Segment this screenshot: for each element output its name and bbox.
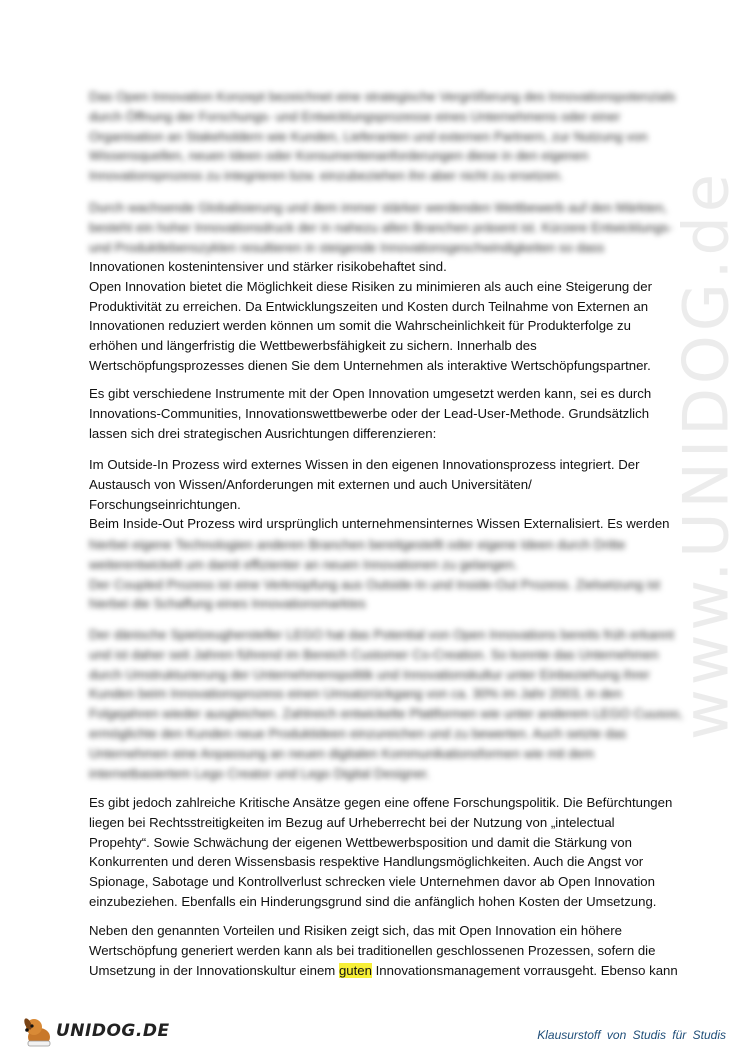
text-line: weiterentwickelt um damit effizienter an neuen Innovationen zu gelangen. [89, 556, 518, 572]
text-line: Propehty“. Sowie Schwächung der eigenen Wettbewerbsposition und damit die Stärkung von [89, 834, 632, 850]
footer-tagline: Klausurstoff von Studis für Studis [537, 1028, 726, 1042]
text-line: Innovations-Communities, Innovationswettbewerbe oder der Lead-User-Methode. Grundsätzlich [89, 405, 650, 421]
text-line: Wertschöpfungsprozesses dienen Sie dem Unternehmen als interaktive Wertschöpfungspartner. [89, 357, 651, 373]
paragraph-processes [89, 455, 679, 534]
text-line: Es gibt jedoch zahlreiche Kritische Ansätze gegen eine offene Forschungspolitik. Die Befürchtungen [89, 795, 673, 810]
text-line: Open Innovation bietet die Möglichkeit diese Risiken zu minimieren als auch eine Steigerung der [89, 278, 652, 294]
text-line: Konkurrenten und deren Wissensbasis respektive Handlungsmöglichkeiten. Auch die Angst vor [89, 854, 644, 870]
text-line: besteht ein hoher Innovationsdruck der in nahezu allen Branchen präsent ist. Kürzere Entwicklungs- [89, 219, 673, 235]
paragraph-globalization [89, 198, 679, 257]
text-line: ermöglichte den Kunden neue Produktideen einzureichen und zu bewerten. Auch setzte das [89, 725, 627, 741]
text-line: Innovationsprozess zu integrieren bzw. einzubeziehen ihn aber nicht zu ersetzen. [89, 168, 564, 184]
text-line: Im Outside-In Prozess wird externes Wissen in den eigenen Innovationsprozess integriert. Der [89, 457, 640, 472]
text-line: Beim Inside-Out Prozess wird ursprünglich unternehmensinternes Wissen Externalisiert. Es werden [89, 516, 670, 532]
text-line: Der dänische Spielzeughersteller LEGO hat das Potential von Open Innovations bereits früh erkannt [89, 627, 674, 642]
text-line: Wissensquellen, neuen Ideen oder Konsumentenanforderungen diese in den eigenen [89, 148, 589, 164]
text-line: und ist daher seit Jahren führend im Bereich Customer Co-Creation. So konnte das Unternehmen [89, 646, 659, 662]
text-line: erhöhen und längerfristig die Wettbewerbsfähigkeit zu sichern. Innerhalb des [89, 338, 537, 354]
highlighted-word: guten [338, 962, 372, 978]
text-after-highlight: Innovationsmanagement vorrausgeht. Ebenso kann [371, 962, 678, 978]
text-line: durch Öffnung der Forschungs- und Entwicklungsprozesse eines Unternehmens oder einer [89, 108, 621, 124]
text-line: Produktivität zu erreichen. Da Entwicklungszeiten und Kosten durch Teilnahme von Externen an [89, 298, 649, 314]
text-line: hierbei die Schaffung eines Innovationsmarktes [89, 596, 366, 612]
text-line: und Produktlebenszyklen resultieren in steigende Innovationsgeschwindigkeiten so dass [89, 239, 605, 255]
watermark: www.UNIDOG.de [669, 170, 743, 740]
text-line: Forschungseinrichtungen. [89, 496, 241, 512]
text-line: Innovationen kostenintensiver und stärker risikobehaftet sind. [89, 259, 447, 274]
text-before-highlight: Umsetzung in der Innovationskultur einem [89, 962, 339, 978]
text-line: Unternehmen eine Anpassung an neuen digitalen Kommunikationsformen wie mit dem [89, 745, 595, 761]
site-logo-text: UNIDOG.DE [56, 1021, 170, 1041]
text-line: Das Open Innovation Konzept bezeichnet eine strategische Vergrößerung des Innovationspotenzials [89, 89, 676, 104]
text-line: Neben den genannten Vorteilen und Risiken zeigt sich, das mit Open Innovation ein höhere [89, 923, 622, 938]
paragraph-criticism [89, 793, 679, 912]
text-line-highlighted [89, 961, 679, 981]
text-line: Der Coupled Prozess ist eine Verknüpfung aus Outside-In und Inside-Out Prozess. Zielsetzung ist [89, 576, 661, 592]
text-line: Wertschöpfung generiert werden kann als bei traditionellen geschlossenen Prozessen, sofern die [89, 942, 656, 958]
text-line: hierbei eigene Technologien anderen Branchen bereitgestellt oder eigene Ideen durch Dritte [89, 537, 626, 552]
paragraph-intro [89, 87, 679, 186]
text-line: durch Umstrukturierung der Unternehmenspolitik und Innovationskultur unter Einbeziehung ihrer [89, 666, 650, 682]
text-line: liegen bei Rechtsstreitigkeiten im Bezug auf Urheberrecht bei der Nutzung von „intelectual [89, 814, 615, 830]
paragraph-conclusion [89, 921, 679, 980]
text-line: Kunden beim Innovationsprozess einen Umsatzrückgang von ca. 30% im Jahr 2003, in den [89, 686, 622, 702]
text-line: Austausch von Wissen/Anforderungen mit externen und auch Universitäten/ [89, 476, 532, 492]
dog-mascot-icon [22, 1015, 58, 1049]
text-line: Organisation an Stakeholdern wie Kunden, Lieferanten und externen Partnern, zur Nutzung von [89, 128, 648, 144]
paragraph-coupled [89, 535, 679, 614]
text-line: internetbasiertem Lego Creator und Lego Digital Designer. [89, 765, 430, 781]
paragraph-risks [89, 257, 679, 376]
text-line: lassen sich drei strategischen Ausrichtungen differenzieren: [89, 425, 437, 441]
text-line: Folgejahren wieder ausgleichen. Zahlreich entwickelte Plattformen wie unter anderem LEGO Cuusoo, [89, 706, 683, 722]
text-line: Durch wachsende Globalisierung und dem immer stärker werdenden Wettbewerb auf den Märkten, [89, 200, 668, 215]
paragraph-instruments [89, 384, 679, 443]
text-line: einzubeziehen. Ebenfalls ein Hinderungsgrund sind die anfänglich hohen Kosten der Umsetzung. [89, 893, 657, 909]
text-line: Es gibt verschiedene Instrumente mit der Open Innovation umgesetzt werden kann, sei es durch [89, 386, 652, 401]
text-line: Innovationen reduziert werden können um somit die Wahrscheinlichkeit für Produkterfolge zu [89, 318, 631, 334]
text-line: Spionage, Sabotage und Kontrollverlust schrecken viele Unternehmen davor ab Open Innovation [89, 874, 655, 890]
paragraph-lego [89, 625, 683, 783]
